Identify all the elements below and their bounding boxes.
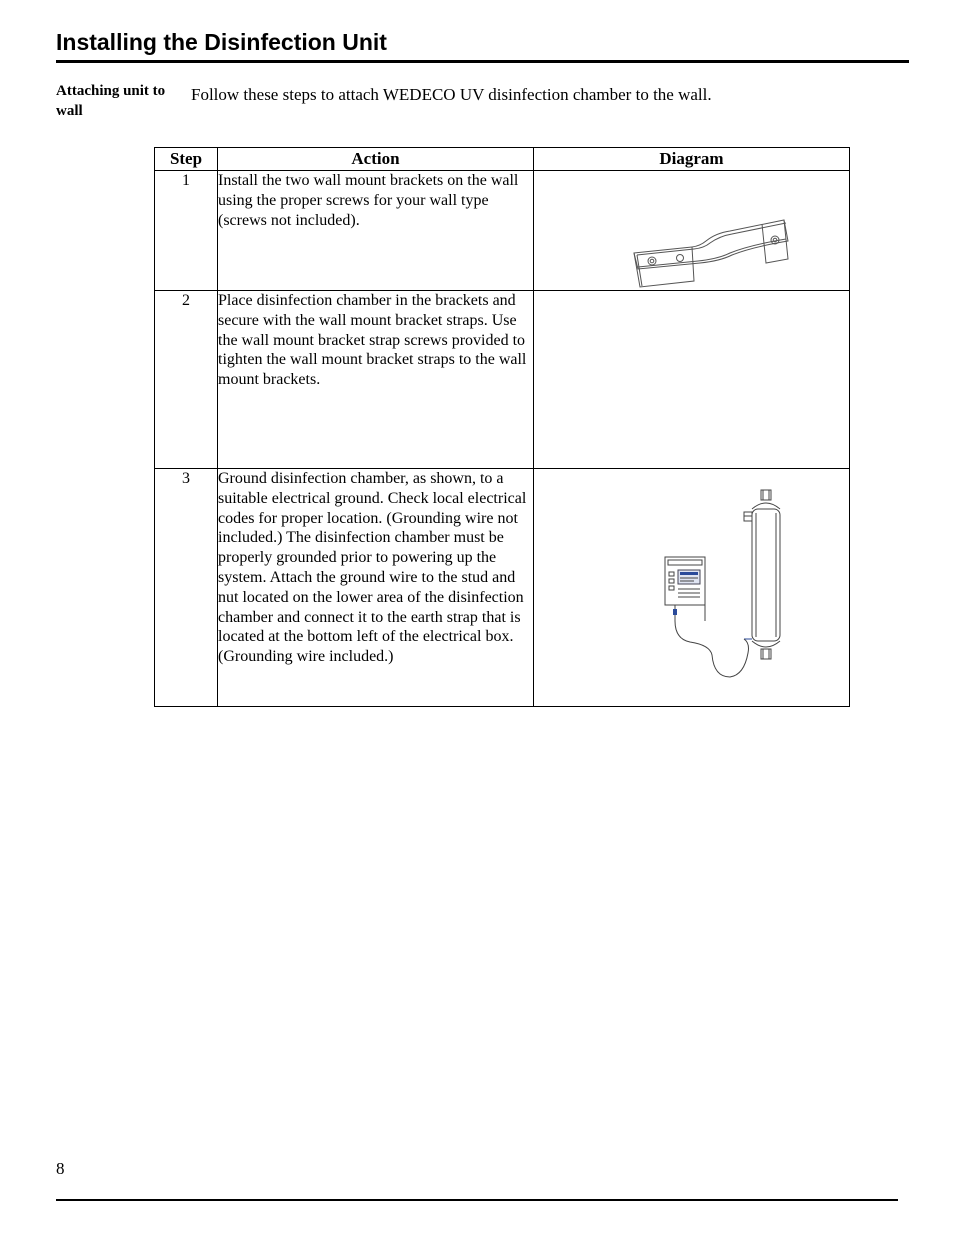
- table-row: [155, 171, 850, 291]
- wall-mount-bracket-illustration: [534, 171, 850, 290]
- uv-chamber-with-control-box-illustration: [534, 469, 850, 706]
- footer-divider: [56, 1199, 898, 1201]
- action-column-header: Action: [218, 148, 534, 171]
- step-column-header: Step: [155, 148, 218, 171]
- title-divider: [56, 60, 909, 63]
- page-number: 8: [56, 1159, 65, 1178]
- installation-steps-table: [154, 147, 850, 707]
- table-row: [155, 291, 850, 469]
- step-diagram-cell: [534, 171, 850, 291]
- step-diagram-cell: [534, 291, 850, 469]
- step-action: Ground disinfection chamber, as shown, to a suitable electrical ground. Check local electrical codes for proper location. (Grounding wire not included.) The disinfection chamber must be properly grounded prior to powering up the system. Attach the ground wire to the stud and nut located on the lower area of the disinfection chamber and connect it to the earth strap that is located at the bottom left of the electrical box. (Grounding wire included.): [218, 469, 534, 707]
- step-number: 2: [155, 291, 218, 469]
- table-row: [155, 469, 850, 707]
- step-action: Place disinfection chamber in the brackets and secure with the wall mount bracket straps. Use the wall mount bracket strap screws provided to tighten the wall mount bracket straps to the wall mount brackets.: [218, 291, 534, 469]
- table-header-row: [155, 148, 850, 171]
- step-number: 3: [155, 469, 218, 707]
- step-action: Install the two wall mount brackets on the wall using the proper screws for your wall type (screws not included).: [218, 171, 534, 291]
- diagram-column-header: Diagram: [534, 148, 850, 171]
- intro-text: Follow these steps to attach WEDECO UV disinfection chamber to the wall.: [191, 85, 712, 104]
- step-diagram-cell: [534, 469, 850, 707]
- step-number: 1: [155, 171, 218, 291]
- page-title: Installing the Disinfection Unit: [56, 29, 387, 55]
- side-heading: Attaching unit to wall: [56, 83, 166, 119]
